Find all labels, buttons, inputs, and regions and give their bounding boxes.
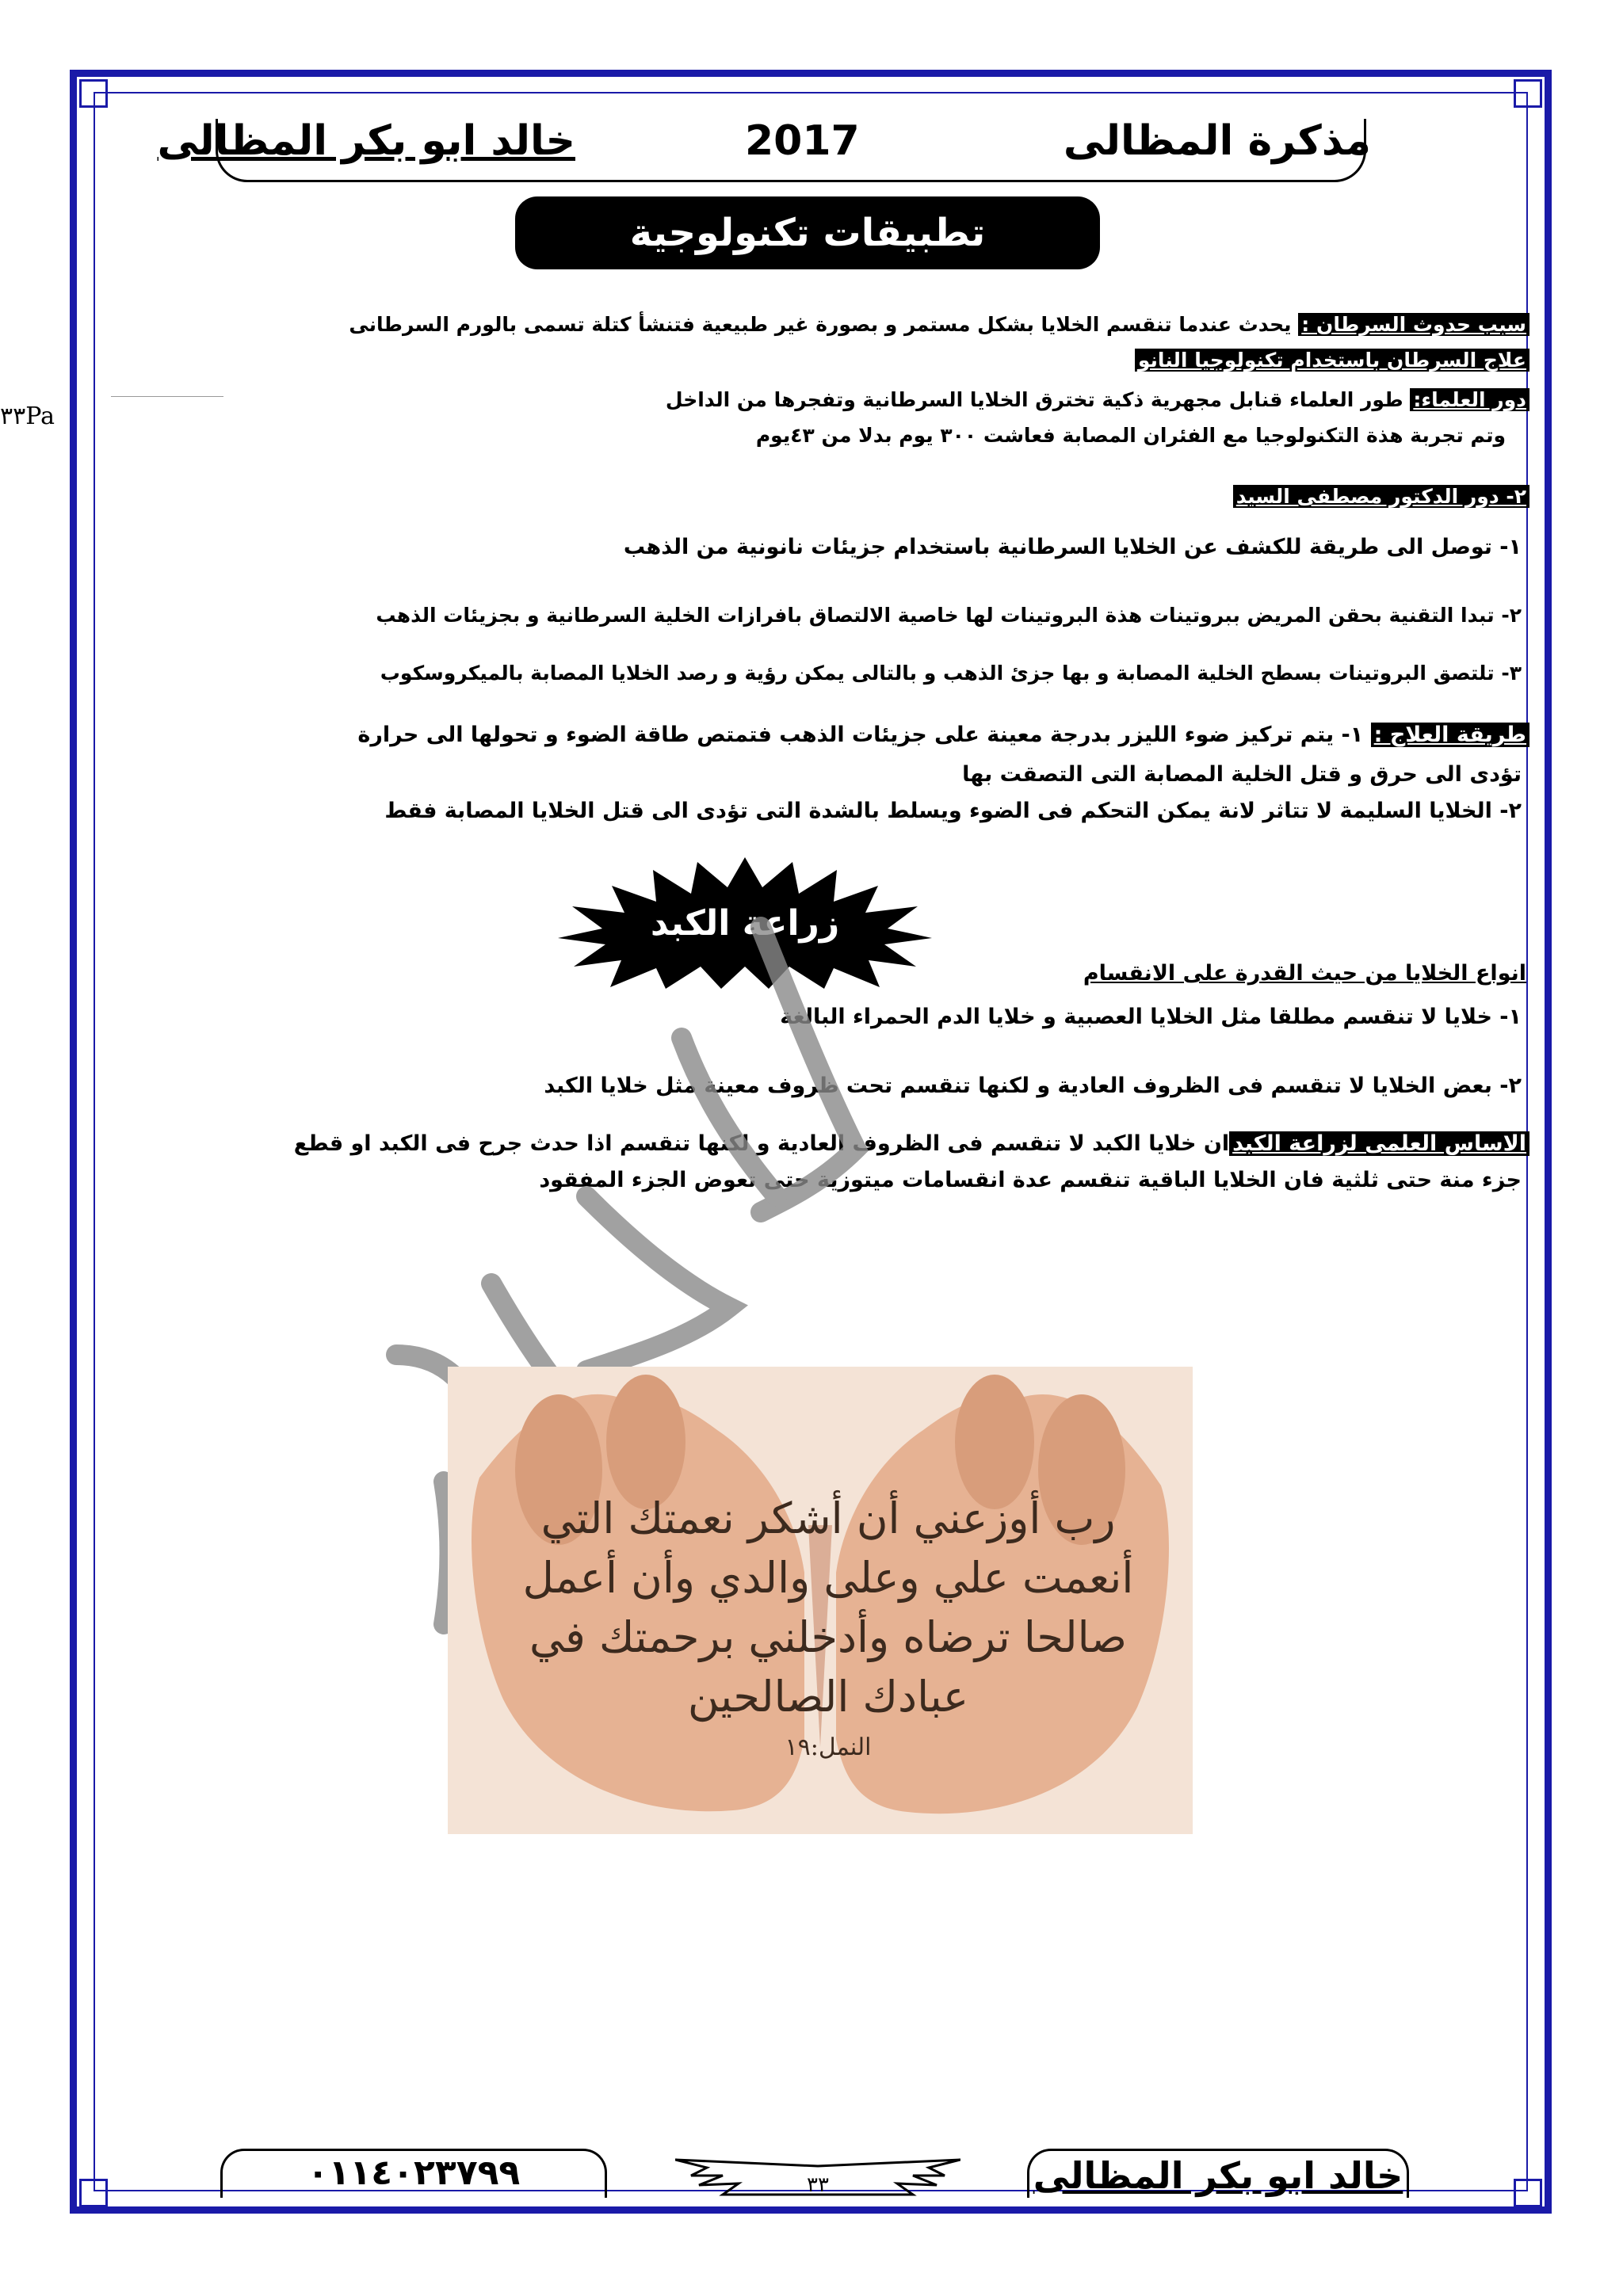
basis-text-1: ان خلايا الكبد لا تنقسم فى الظروف العادية و لكنها تنقسم اذا حدث جرح فى الكبد او قطع [293,1131,1230,1156]
frame-corner-tr [1514,79,1542,108]
verse-line-4: عبادك الصالحين [687,1672,969,1722]
mostafa-point-1: ١- توصل الى طريقة للكشف عن الخلايا السرطانية باستخدام جزيئات نانونية من الذهب [623,535,1522,559]
basis-label: الاساس العلمى لزراعة الكبد [1229,1131,1529,1156]
basis-text-2: جزء منة حتى ثلثية فان الخلايا الباقية تنقسم عدة انقسامات ميتوزية حتى تعوض الجزء المفقود [539,1168,1522,1192]
footer-phone: ٠١١٤٠٢٣٧٩٩ [307,2153,521,2193]
treatment-point-2: ٢- الخلايا السليمة لا تتاثر لانة يمكن التحكم فى الضوء ويسلط بالشدة التى تؤدى الى قتل الخلايا المصابة فقط [384,799,1522,823]
experiment-line: وتم تجربة هذة التكنولوجيا مع الفئران المصابة فعاشت ٣٠٠ يوم بدلا من ٤٣يوم [755,424,1506,447]
nano-heading: علاج السرطان باستخدام تكنولوجيا النانو [1135,349,1529,372]
side-divider [111,396,223,397]
footer-author: خالد ابو بكر المظالى [1033,2154,1403,2197]
footer-page-number: ٣٣ [807,2173,829,2197]
treatment-point-1a: ١- يتم تركيز ضوء الليزر بدرجة معينة على جزيئات الذهب فتمتص طاقة الضوء و تحولها الى حرارة [357,723,1371,747]
header-year: 2017 [745,117,860,165]
verse-line-3: صالحا ترضاه وأدخلني برحمتك في [529,1612,1127,1662]
mostafa-point-2: ٢- تبدا التقنية بحقن المريض ببروتينات هذة البروتينات لها خاصية الالتصاق بافرازات الخلية السرطانية و بجزيئات الذهب [376,604,1522,627]
mostafa-heading: ٢- دور الدكتور مصطفى السيد [1233,485,1529,508]
verse-line-2: أنعمت علي وعلى والدي وأن أعمل [522,1553,1134,1603]
header-memo-name: مذكرة المظالى [1063,117,1371,165]
treatment-line [357,723,1529,747]
footer-author-box [1027,2149,1409,2198]
treatment-label: طريقة العلاج : [1371,723,1529,747]
frame-corner-br [1514,2179,1542,2207]
cause-label: سبب حدوث السرطان : [1298,313,1529,336]
liver-badge-label: زراعة الكبد [650,903,840,944]
verse-line-1: رب أوزعني أن أشكر نعمتك التي [540,1493,1116,1543]
header-author: خالد ابو بكر المظالى [157,117,575,165]
types-line [1080,961,1529,986]
scientists-line [666,388,1529,411]
frame-corner-tl [79,79,108,108]
verse-reference: النمل:١٩ [785,1733,872,1761]
nano-line [1135,349,1529,372]
mostafa-line [1233,485,1529,508]
type-point-1: ١- خلايا لا تنقسم مطلقا مثل الخلايا العصبية و خلايا الدم الحمراء البالغة [780,1005,1522,1029]
footer-page-number-badge [675,2152,960,2198]
scientists-text: طور العلماء قنابل مجهرية ذكية تخترق الخلايا السرطانية وتفجرها من الداخل [665,388,1411,411]
frame-corner-bl [79,2179,108,2207]
mostafa-point-3: ٣- تلتصق البروتينات بسطح الخلية المصابة و بها جزئ الذهب و بالتالى يمكن رؤية و رصد الخلايا المصابة بالميكروسكوب [380,662,1522,685]
cause-line [349,313,1529,336]
liver-starburst-badge [555,856,935,990]
scientists-label: دور العلماء: [1410,388,1529,411]
cause-text: يحدث عندما تنقسم الخلايا بشكل مستمر و بصورة غير طبيعية فتنشأ كتلة تسمى بالورم السرطانى [349,313,1299,336]
praying-hands-image [448,1367,1193,1834]
treatment-point-1b: تؤدى الى حرق و قتل الخلية المصابة التى التصقت بها [962,762,1522,787]
footer-phone-box [220,2149,607,2198]
page-title: تطبيقات تكنولوجية [515,196,1100,269]
type-point-2: ٢- بعض الخلايا لا تنقسم فى الظروف العادية و لكنها تنقسم تحت ظروف معينة مثل خلايا الكبد [544,1074,1522,1098]
types-heading: انواع الخلايا من حيث القدرة على الانقسام [1083,961,1526,986]
side-page-mark: ٣٣Pa [0,402,55,430]
basis-line [294,1131,1529,1156]
